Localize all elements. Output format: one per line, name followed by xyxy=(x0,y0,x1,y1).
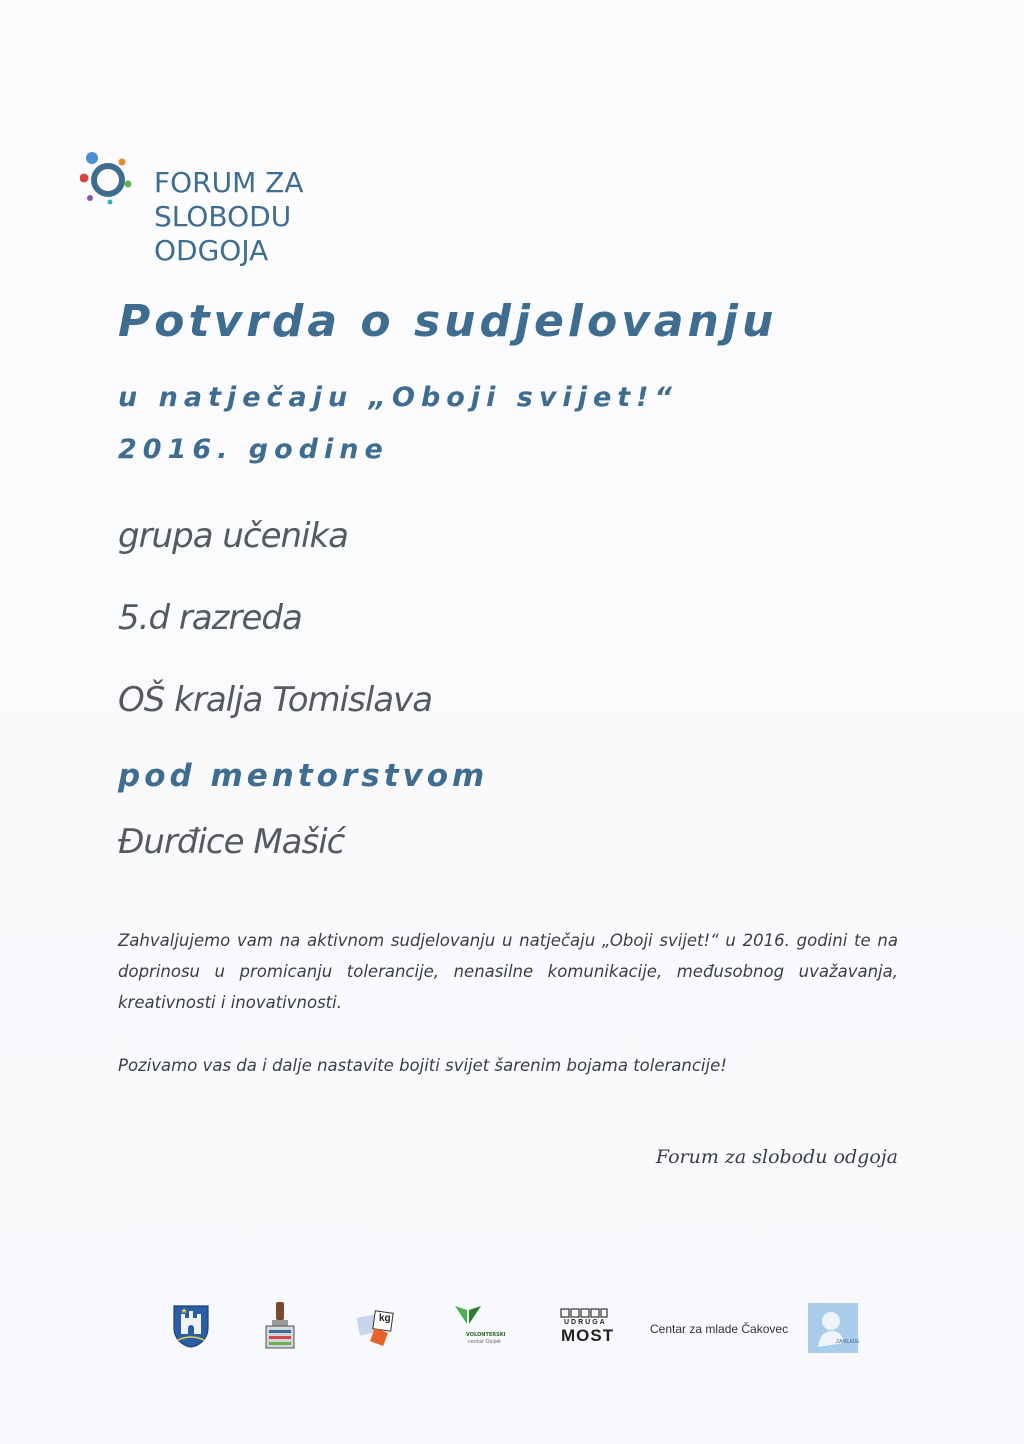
centar-za-mlade-logo-text: ZAMLADE xyxy=(836,1339,860,1345)
recipient-group: grupa učenika xyxy=(118,516,349,556)
recipient-school: OŠ kralja Tomislava xyxy=(118,680,433,720)
most-pattern-icon xyxy=(560,1308,608,1318)
signature: Forum za slobodu odgoja xyxy=(655,1146,898,1168)
invitation-paragraph: Pozivamo vas da i dalje nastavite bojiti svijet šarenim bojama tolerancije! xyxy=(118,1056,727,1075)
certificate-subtitle-year: 2016. godine xyxy=(118,434,389,465)
logo-line-1: FORUM ZA xyxy=(154,166,304,199)
volonterski-label: VOLONTERSKI xyxy=(466,1332,506,1338)
recipient-class: 5.d razreda xyxy=(118,598,302,638)
partner-logos xyxy=(0,1290,1024,1370)
forum-logo-text xyxy=(154,166,304,268)
logo-line-2: SLOBODU xyxy=(154,200,292,233)
volonterski-leaf-icon xyxy=(453,1304,483,1326)
forum-logo-icon xyxy=(80,150,136,206)
brush-logo-icon xyxy=(262,1300,298,1352)
certificate-subtitle-competition: u natječaju „Oboji svijet!“ xyxy=(118,382,678,413)
udruga-most-logo xyxy=(560,1308,615,1348)
thanks-paragraph: Zahvaljujemo vam na aktivnom sudjelovanju u natječaju „Oboji svijet!“ u 2016. godini te na doprinosu u promicanju tolerancije, nenasilne komunikacije, međusobnog uvažavanja, kreativnosti i inovativnosti. xyxy=(118,931,898,1012)
centar-za-mlade-logo xyxy=(808,1303,858,1353)
logo-line-3: ODGOJA xyxy=(154,234,269,267)
kg-logo xyxy=(356,1308,400,1348)
volonterski-sublabel: centar Osijek xyxy=(468,1339,501,1345)
kg-logo-icon xyxy=(356,1308,400,1348)
most-top-label: UDRUGA xyxy=(564,1319,607,1326)
kg-logo-label: kg xyxy=(379,1313,391,1324)
mentor-label: pod mentorstvom xyxy=(118,758,489,794)
centar-za-mlade-label: Centar za mlade Čakovec xyxy=(650,1322,789,1336)
mentor-name: Đurđice Mašić xyxy=(118,822,345,862)
certificate-title: Potvrda o sudjelovanju xyxy=(118,296,778,347)
most-label: MOST xyxy=(561,1326,615,1345)
centar-za-mlade-figure-icon xyxy=(808,1303,858,1353)
volonterski-centar-logo xyxy=(450,1304,514,1350)
coat-of-arms-icon xyxy=(172,1304,210,1348)
forum-logo xyxy=(80,150,340,275)
